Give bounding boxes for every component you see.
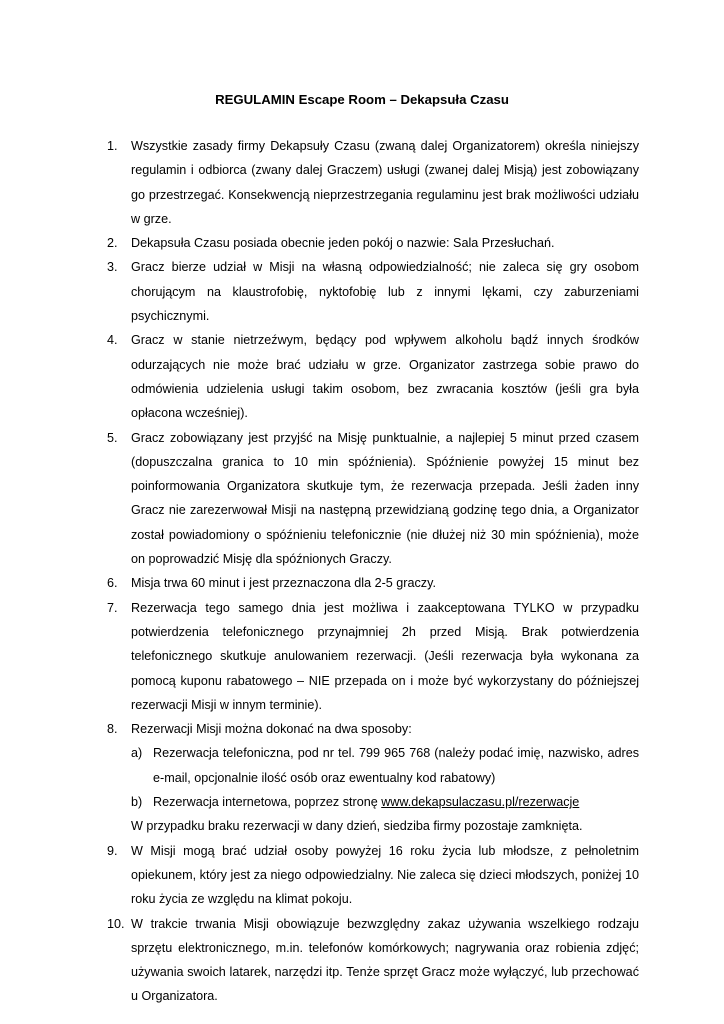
rule-text: W trakcie trwania Misji obowiązuje bezwzględny zakaz używania wszelkiego rodzaju sprzętu elektronicznego, m.in. telefonów komórkowych; nagrywania oraz robienia zdjęć; używania swoich latarek, narzędzi itp. Tenże sprzęt Gracz może wyłączyć, lub przechować u Organizatora. [131, 916, 639, 1004]
rule-number: 8. [107, 722, 118, 737]
rule-text: Rezerwacja tego samego dnia jest możliwa i zaakceptowana TYLKO w przypadku potwierdzenia telefonicznego przynajmniej 2h przed Misją. Brak potwierdzenia telefonicznego skutkuje anulowaniem rezerwacji. (Jeśli rezerwacja była wykonana za pomocą kuponu rabatowego – NIE przepada on i może być wykorzystany do późniejszej rezerwacji Misji w innym terminie). [131, 600, 639, 712]
reservation-link[interactable]: www.dekapsulaczasu.pl/rezerwacje [381, 795, 580, 810]
reservation-methods-list [131, 741, 639, 814]
rule-item [107, 231, 639, 255]
rule-item [107, 717, 639, 838]
rule-number: 10. [107, 916, 125, 931]
sub-item [131, 741, 639, 790]
rule-number: 9. [107, 843, 118, 858]
rule-number: 2. [107, 236, 118, 251]
sub-item-letter: b) [131, 795, 143, 810]
rule-item [107, 571, 639, 595]
sub-item-text: Rezerwacja internetowa, poprzez stronę [153, 795, 382, 810]
sub-item-text: Rezerwacja telefoniczna, pod nr tel. 799 965 768 (należy podać imię, nazwisko, adres e-mail, opcjonalnie ilość osób oraz ewentualny kod rabatowy) [153, 746, 639, 785]
rule-text: Gracz zobowiązany jest przyjść na Misję punktualnie, a najlepiej 5 minut przed czasem (dopuszczalna granica to 10 min spóźnienia). Spóźnienie powyżej 15 minut bez poinformowania Organizatora skutkuje tym, że rezerwacja przepada. Jeśli żaden inny Gracz nie zarezerwował Misji na następną przewidzianą godzinę tego dnia, a Organizator został powiadomiony o spóźnieniu telefonicznie (nie dłużej niż 30 min spóźnienia), może on poprowadzić Misję dla spóźnionych Graczy. [131, 430, 639, 567]
rule-number: 4. [107, 333, 118, 348]
rule-number: 3. [107, 260, 118, 275]
rule-number: 1. [107, 139, 118, 153]
sub-item [131, 790, 639, 814]
rule-number: 6. [107, 576, 118, 591]
rule-item [107, 255, 639, 328]
rule-text: Misja trwa 60 minut i jest przeznaczona dla 2-5 graczy. [131, 576, 436, 591]
rule-note: W przypadku braku rezerwacji w dany dzień, siedziba firmy pozostaje zamknięta. [131, 819, 583, 834]
rule-item [107, 134, 639, 231]
rule-item [107, 912, 639, 1009]
rules-list [107, 134, 639, 1009]
rule-number: 5. [107, 430, 118, 445]
rule-item [107, 839, 639, 912]
rule-text: Gracz w stanie nietrzeźwym, będący pod wpływem alkoholu bądź innych środków odurzających nie może brać udziału w grze. Organizator zastrzega sobie prawo do odmówienia udzielenia usługi takim osobom, bez zwracania kosztów (jeśli gra była opłacona wcześniej). [131, 333, 639, 421]
rule-text: Rezerwacji Misji można dokonać na dwa sposoby: [131, 722, 412, 737]
rule-text: Gracz bierze udział w Misji na własną odpowiedzialność; nie zaleca się gry osobom chorującym na klaustrofobię, nyktofobię lub z innymi lękami, czy zaburzeniami psychicznymi. [131, 260, 639, 324]
sub-item-letter: a) [131, 746, 143, 761]
rule-item [107, 596, 639, 717]
document-title: REGULAMIN Escape Room – Dekapsuła Czasu [215, 92, 509, 107]
rule-text: Wszystkie zasady firmy Dekapsuły Czasu (zwaną dalej Organizatorem) określa niniejszy regulamin i odbiorca (zwany dalej Graczem) usługi (zwanej dalej Misją) jest zobowiązany go przestrzegać. Konsekwencją nieprzestrzegania regulaminu jest brak możliwości udziału w grze. [131, 139, 639, 226]
rule-number: 7. [107, 600, 118, 615]
rule-item [107, 328, 639, 425]
rule-text: Dekapsuła Czasu posiada obecnie jeden pokój o nazwie: Sala Przesłuchań. [131, 236, 555, 251]
rule-text: W Misji mogą brać udział osoby powyżej 16 roku życia lub młodsze, z pełnoletnim opiekunem, który jest za niego odpowiedzialny. Nie zaleca się dzieci młodszych, poniżej 10 roku życia ze względu na klimat pokoju. [131, 843, 639, 907]
rule-item [107, 426, 639, 572]
